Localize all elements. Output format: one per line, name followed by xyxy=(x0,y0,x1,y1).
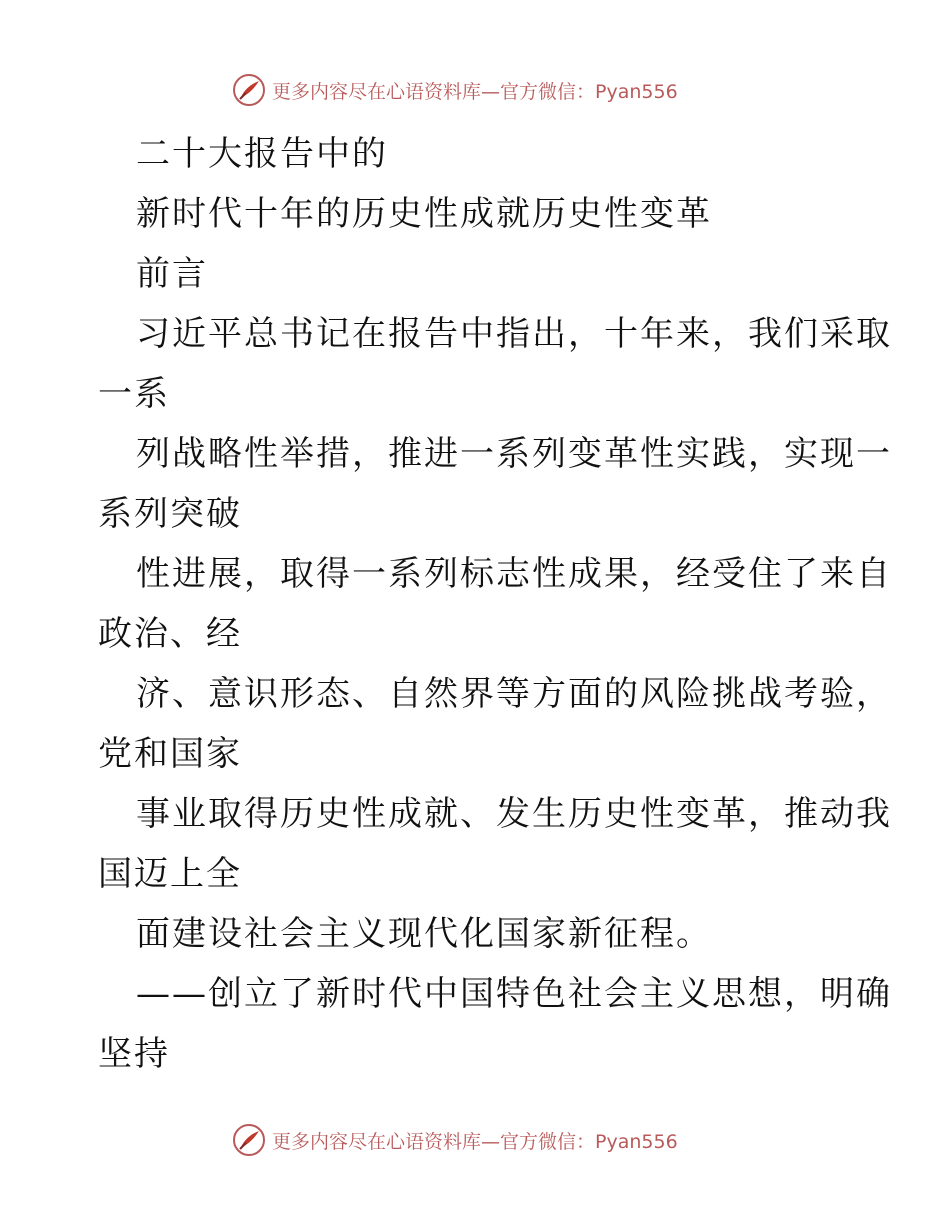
body-line: 政治、经 xyxy=(98,614,242,654)
body-line: 性进展，取得一系列标志性成果，经受住了来自 xyxy=(136,554,892,594)
body-line: 新时代十年的历史性成就历史性变革 xyxy=(136,194,712,234)
quill-logo-icon xyxy=(232,73,266,107)
body-line: 面建设社会主义现代化国家新征程。 xyxy=(136,914,712,954)
body-line: 坚持 xyxy=(98,1034,170,1074)
body-line: 列战略性举措，推进一系列变革性实践，实现一 xyxy=(136,434,892,474)
body-line: 党和国家 xyxy=(98,734,242,774)
watermark-text: 更多内容尽在心语资料库—官方微信：Pyan556 xyxy=(272,80,678,103)
body-line: 习近平总书记在报告中指出，十年来，我们采取 xyxy=(136,314,892,354)
body-line: 二十大报告中的 xyxy=(136,134,388,174)
body-line: 国迈上全 xyxy=(98,854,242,894)
body-line: 事业取得历史性成就、发生历史性变革，推动我 xyxy=(136,794,892,834)
body-line: 济、意识形态、自然界等方面的风险挑战考验， xyxy=(136,674,892,714)
document-body xyxy=(98,124,892,1084)
body-line: 一系 xyxy=(98,374,170,414)
body-line: ——创立了新时代中国特色社会主义思想，明确 xyxy=(136,974,892,1014)
watermark-text: 更多内容尽在心语资料库—官方微信：Pyan556 xyxy=(272,1130,678,1153)
quill-logo-icon xyxy=(232,1123,266,1157)
body-line: 前言 xyxy=(136,254,208,294)
body-line: 系列突破 xyxy=(98,494,242,534)
header-watermark xyxy=(232,70,678,110)
footer-watermark xyxy=(232,1120,678,1160)
